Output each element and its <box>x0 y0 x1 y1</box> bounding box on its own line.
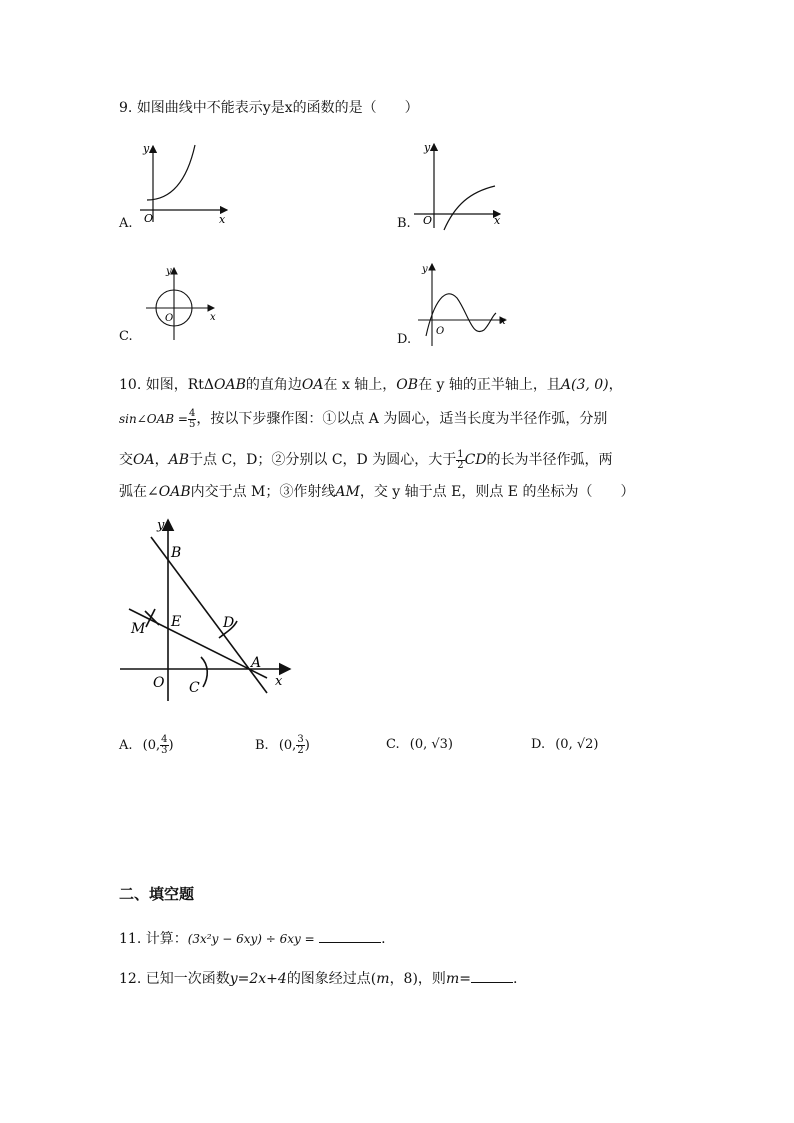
q11-expression: (3x²y − 6xy) ÷ 6xy = <box>187 932 315 946</box>
y-label: y <box>143 142 150 155</box>
label-o: O <box>153 675 165 691</box>
q10-text: 内交于点 M；③作射线 <box>190 484 336 500</box>
q12-text: 已知一次函数 <box>145 971 230 987</box>
option-letter: B. <box>255 738 269 753</box>
option-text: ) <box>168 738 174 753</box>
q10-text: CD <box>464 452 487 468</box>
option-text: (0, <box>142 738 161 753</box>
q11-answer-blank[interactable] <box>319 928 381 943</box>
q9-graph-b <box>410 140 510 235</box>
q12-text: m= <box>445 971 471 987</box>
q10-text: AB <box>168 452 189 468</box>
q10-line-2 <box>119 406 607 432</box>
q10-line-3 <box>119 447 613 473</box>
origin-label: O <box>423 214 433 227</box>
q11 <box>119 928 386 949</box>
option-fraction <box>296 735 304 756</box>
label-x: x <box>275 674 283 689</box>
q9-graph-d <box>412 258 512 348</box>
label-a: A <box>251 655 262 671</box>
q9-stem <box>119 98 419 118</box>
frac-denominator: 2 <box>297 745 304 756</box>
q10-text: Δ <box>203 377 215 393</box>
q10-text: 如图，Rt <box>145 377 204 393</box>
option-text: ) <box>304 738 310 753</box>
option-text: (0, √3) <box>409 737 453 752</box>
origin-label: O <box>165 313 174 324</box>
label-y: y <box>157 518 165 533</box>
q10-sin-label: sin∠OAB = <box>119 412 188 426</box>
q9-option-c: C. <box>119 329 133 344</box>
q10-text: ∠OAB <box>147 484 191 500</box>
origin-label: O <box>436 326 445 337</box>
q10-text: ，按以下步骤作图：①以点 A 为圆心，适当长度为半径作弧，分别 <box>196 411 608 427</box>
q10-half-fraction <box>456 450 464 471</box>
section-title: 二、填空题 <box>119 885 195 903</box>
label-b: B <box>171 545 182 561</box>
x-label: x <box>500 316 506 327</box>
label-e: E <box>171 614 182 630</box>
q9-option-b: B. <box>397 216 411 231</box>
option-letter: A. <box>119 738 133 753</box>
q11-number: 11. <box>119 931 142 947</box>
q12-number: 12. <box>119 971 142 987</box>
y-label: y <box>422 264 428 275</box>
q11-suffix: . <box>381 931 386 947</box>
q10-text: 在 y 轴的正半轴上，且 <box>418 377 561 393</box>
label-m: M <box>131 621 146 637</box>
q10-text: ，交 y 轴于点 E，则点 E 的坐标为（ ） <box>359 484 635 500</box>
q10-text: ， <box>608 377 623 393</box>
x-label: x <box>494 214 501 227</box>
origin-label: O <box>144 212 154 225</box>
frac-denominator: 2 <box>457 459 464 471</box>
q11-prefix: 计算： <box>145 931 188 947</box>
q10-text: OB <box>396 377 419 393</box>
q10-figure <box>115 515 300 710</box>
x-label: x <box>219 213 226 226</box>
q12-suffix: . <box>512 971 518 987</box>
q10-number: 10. <box>119 377 142 393</box>
q12-text: y=2x+4 <box>229 971 287 987</box>
q10-line-1 <box>119 375 623 395</box>
q9-number: 9. <box>119 100 133 116</box>
q10-text: 的直角边 <box>245 377 302 393</box>
q10-option-c <box>386 737 453 752</box>
q10-line-4 <box>119 482 634 502</box>
q12-answer-blank[interactable] <box>471 968 513 983</box>
q9-option-d: D. <box>397 332 412 347</box>
q10-text: 的长为半径作弧，两 <box>486 452 613 468</box>
y-label: y <box>166 266 172 277</box>
q10-text: OA <box>133 452 155 468</box>
q10-text: 弧在 <box>119 484 147 500</box>
option-letter: D. <box>531 737 546 752</box>
x-label: x <box>210 312 216 323</box>
q12-text: m <box>376 971 390 987</box>
q10-option-d <box>531 737 598 752</box>
q10-text: 于点 C，D；②分别以 C，D 为圆心，大于 <box>189 452 457 468</box>
curve <box>147 145 195 200</box>
q9-option-a: A. <box>119 216 133 231</box>
q10-text: 在 x 轴上， <box>323 377 397 393</box>
q12 <box>119 968 517 989</box>
q9-graph-c <box>140 262 225 342</box>
q9-text: 如图曲线中不能表示y是x的函数的是（ ） <box>136 100 419 116</box>
q12-text: 的图象经过点( <box>286 971 377 987</box>
frac-numerator: 4 <box>188 407 196 419</box>
q10-option-b <box>255 735 310 756</box>
q9-graph-a <box>135 140 245 230</box>
q10-text: OA <box>301 377 324 393</box>
frac-denominator: 5 <box>188 418 196 430</box>
frac-numerator: 4 <box>161 734 168 745</box>
q10-text: ， <box>154 452 169 468</box>
label-d: D <box>223 615 235 631</box>
curve <box>444 186 495 230</box>
option-letter: C. <box>386 737 400 752</box>
frac-denominator: 3 <box>161 745 168 756</box>
q12-text: ，8)，则 <box>389 971 446 987</box>
arc-c <box>201 657 207 687</box>
q10-text: 交 <box>119 452 133 468</box>
option-text: (0, <box>278 738 297 753</box>
option-fraction <box>160 735 168 756</box>
frac-numerator: 1 <box>457 448 464 460</box>
q10-point-a: A(3, 0) <box>560 377 609 393</box>
q10-text: OAB <box>214 377 246 393</box>
label-c: C <box>189 680 200 696</box>
q10-option-a <box>119 735 174 756</box>
option-text: (0, √2) <box>555 737 599 752</box>
y-label: y <box>424 141 431 154</box>
q10-text: AM <box>335 484 360 500</box>
frac-numerator: 3 <box>297 734 304 745</box>
